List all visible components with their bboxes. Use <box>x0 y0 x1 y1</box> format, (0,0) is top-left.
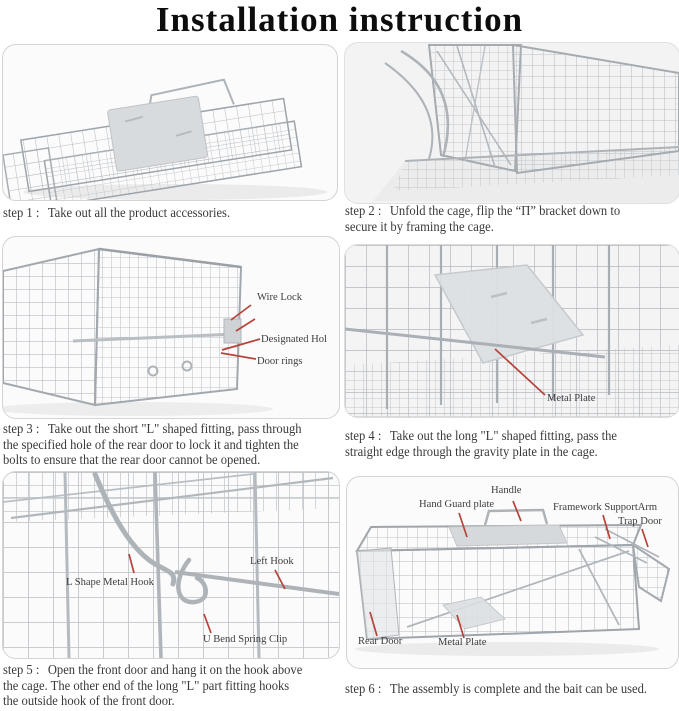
annotation-label-door-rings: Door rings <box>257 355 303 367</box>
annotation-label-hand-guard: Hand Guard plate <box>419 498 495 510</box>
page-title: Installation instruction <box>155 0 524 39</box>
rear-door-illustration <box>3 237 339 418</box>
step1-caption <box>3 205 339 221</box>
step3-photo-panel <box>2 236 340 419</box>
step2-photo-panel <box>344 42 679 204</box>
step4-caption <box>345 428 679 459</box>
step1-photo-panel <box>2 44 338 201</box>
step5-text-line1: Open the front door and hang it on the hook above <box>47 662 303 677</box>
step5-text-line3: the outside hook of the front door. <box>3 693 175 709</box>
annotation-label-l-shape-hook: L Shape Metal Hook <box>66 576 154 588</box>
folded-cage-illustration <box>3 45 337 200</box>
step5-text-line2: the cage. The other end of the long "L" part fitting hooks <box>3 677 290 693</box>
step5-caption <box>3 662 339 709</box>
annotation-label-left-hook: Left Hook <box>250 555 294 567</box>
step6-photo-panel <box>346 476 679 669</box>
step1-text: Take out all the product accessories. <box>47 205 231 220</box>
step3-text-line3: bolts to ensure that the rear door cannot be opened. <box>3 452 261 468</box>
step2-caption <box>345 203 679 234</box>
step3-text-line2: the specified hole of the rear door to lock it and tighten the <box>3 436 299 452</box>
step6-caption <box>345 681 679 697</box>
annotation-label-rear-door: Rear Door <box>358 635 403 647</box>
step4-text-line2: straight edge through the gravity plate in the cage. <box>345 443 598 459</box>
step4-text-line1: Take out the long "L" shaped fitting, pass the <box>389 428 618 443</box>
step5-number: step 5 : <box>3 662 40 677</box>
step2-text-line2: secure it by framing the cage. <box>345 218 494 234</box>
annotation-label-wire-lock: Wire Lock <box>257 291 303 303</box>
unfolded-cage-illustration <box>345 43 679 203</box>
step3-number: step 3 : <box>3 421 40 436</box>
step1-number: step 1 : <box>3 205 40 220</box>
step3-text-line1: Take out the short "L" shaped fitting, pass through <box>47 421 302 436</box>
step2-text-line1: Unfold the cage, flip the “Π” bracket down to <box>389 203 621 218</box>
annotation-label-u-bend-clip: U Bend Spring Clip <box>203 633 288 645</box>
step3-caption <box>3 421 339 468</box>
step5-photo-panel <box>2 471 340 659</box>
step4-number: step 4 : <box>345 428 382 443</box>
annotation-label-handle: Handle <box>491 484 522 496</box>
annotation-label-designated-hole: Designated Hol <box>261 333 327 345</box>
annotation-label-metal-plate-6: Metal Plate <box>438 636 487 648</box>
annotation-label-metal-plate: Metal Plate <box>547 392 596 404</box>
step4-photo-panel <box>344 244 679 418</box>
step6-text: The assembly is complete and the bait can be used. <box>389 681 648 696</box>
annotation-label-trap-door: Trap Door <box>618 515 662 527</box>
annotation-label-framework-arm: Framework SupportArm <box>553 501 658 513</box>
gravity-plate-illustration <box>345 245 679 417</box>
step6-number: step 6 : <box>345 681 382 696</box>
step2-number: step 2 : <box>345 203 382 218</box>
